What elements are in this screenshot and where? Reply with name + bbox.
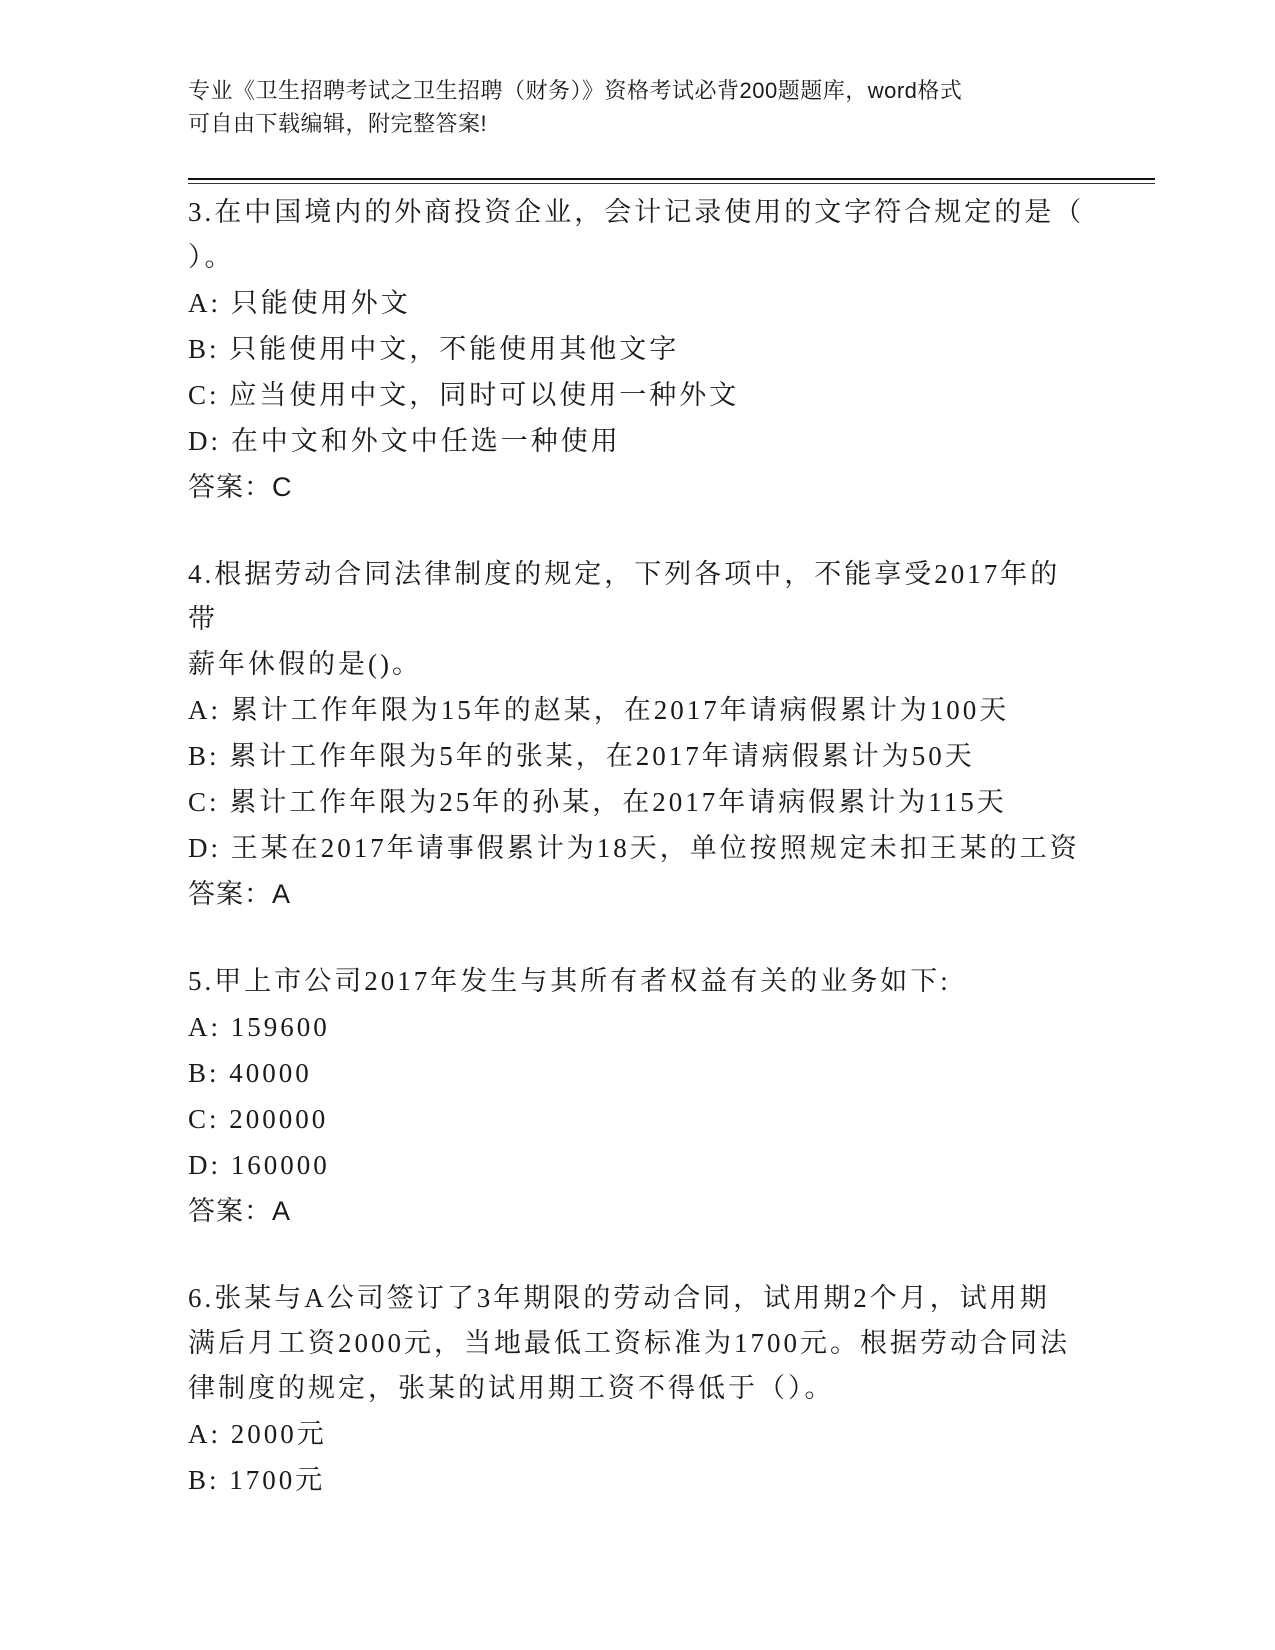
option-d: D: 王某在2017年请事假累计为18天，单位按照规定未扣王某的工资 xyxy=(188,833,1080,863)
option-d: D: 在中文和外文中任选一种使用 xyxy=(188,426,621,456)
answer-label: 答案： xyxy=(188,1196,272,1226)
question-list xyxy=(188,190,1088,1545)
question-4 xyxy=(188,552,1088,917)
option-c: C: 200000 xyxy=(188,1104,329,1134)
option-a: A: 2000元 xyxy=(188,1419,327,1449)
option-a: A: 159600 xyxy=(188,1012,330,1042)
answer-value: C xyxy=(272,472,293,502)
answer-value: A xyxy=(272,1196,292,1226)
question-stem-line: 5.甲上市公司2017年发生与其所有者权益有关的业务如下: xyxy=(188,966,951,996)
answer-line xyxy=(188,871,1088,917)
question-stem-line: 律制度的规定，张某的试用期工资不得低于（）。 xyxy=(188,1373,835,1403)
question-stem-line: 4.根据劳动合同法律制度的规定，下列各项中，不能享受2017年的带 xyxy=(188,559,1061,634)
option-a: A: 只能使用外文 xyxy=(188,288,411,318)
option-b: B: 累计工作年限为5年的张某，在2017年请病假累计为50天 xyxy=(188,741,975,771)
question-3 xyxy=(188,190,1088,510)
header-title-line-2: 可自由下载编辑，附完整答案! xyxy=(188,111,488,136)
header-divider-thin xyxy=(188,183,1155,184)
answer-value: A xyxy=(272,879,292,909)
answer-line xyxy=(188,464,1088,510)
answer-label: 答案： xyxy=(188,879,272,909)
question-stem-line: 满后月工资2000元，当地最低工资标准为1700元。根据劳动合同法 xyxy=(188,1328,1070,1358)
header-divider-thick xyxy=(188,178,1155,180)
header-title-line-1: 专业《卫生招聘考试之卫生招聘（财务）》资格考试必背200题题库，word格式 xyxy=(188,78,963,103)
document-header xyxy=(188,74,1088,140)
option-b: B: 只能使用中文，不能使用其他文字 xyxy=(188,334,680,364)
option-b: B: 1700元 xyxy=(188,1465,326,1495)
option-a: A: 累计工作年限为15年的赵某，在2017年请病假累计为100天 xyxy=(188,695,1010,725)
answer-label: 答案： xyxy=(188,472,272,502)
option-b: B: 40000 xyxy=(188,1058,312,1088)
question-6 xyxy=(188,1276,1088,1503)
question-stem-line: 3.在中国境内的外商投资企业，会计记录使用的文字符合规定的是（ xyxy=(188,197,1085,227)
answer-line xyxy=(188,1188,1088,1234)
option-c: C: 应当使用中文，同时可以使用一种外文 xyxy=(188,380,740,410)
question-stem-line: 6.张某与A公司签订了3年期限的劳动合同，试用期2个月，试用期 xyxy=(188,1283,1050,1313)
question-stem-line: 薪年休假的是()。 xyxy=(188,649,422,679)
option-d: D: 160000 xyxy=(188,1150,330,1180)
question-stem-line: ）。 xyxy=(188,242,235,272)
question-5 xyxy=(188,959,1088,1234)
option-c: C: 累计工作年限为25年的孙某，在2017年请病假累计为115天 xyxy=(188,787,1007,817)
